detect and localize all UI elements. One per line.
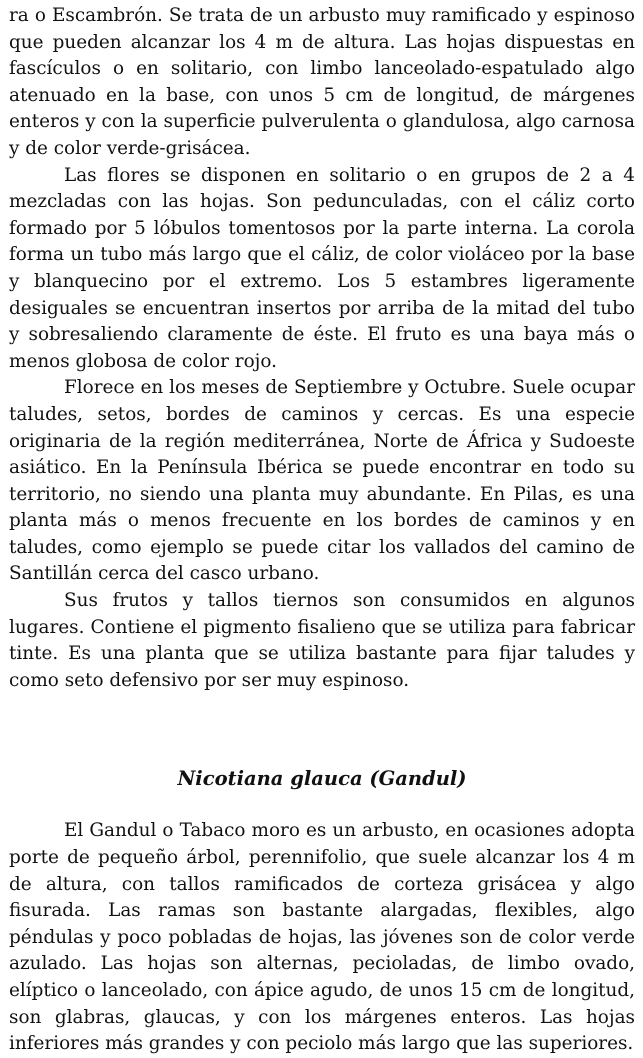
- section-heading-nicotiana-glauca: Nicotiana glauca (Gandul): [177, 767, 467, 791]
- document-page: [9, 3, 635, 1058]
- paragraph-habitat: Florece en los meses de Septiembre y Octubre. Suele ocupar taludes, setos, bordes de caminos y cercas. Es una especie originaria de la región mediterránea, Norte de África y Sudoeste asiático. En la Península Ibérica se puede encontrar en todo su territorio, no siendo una planta muy abundante. En Pilas, es una planta más o menos frecuente en los bordes de caminos y en taludes, como ejemplo se puede citar los vallados del camino de Santillán cerca del casco urbano.: [9, 377, 635, 585]
- paragraph-gandul-description: El Gandul o Tabaco moro es un arbusto, en ocasiones adopta porte de pequeño árbol, perennifolio, que suele alcanzar los 4 m de altura, con tallos ramificados de corteza grisácea y algo fisurada. Las ramas son bastante alargadas, flexibles, algo péndulas y poco pobladas de hojas, las jóvenes son de color verde azulado. Las hojas son alternas, pecioladas, de limbo ovado, elíptico o lanceolado, con ápice agudo, de unos 15 cm de longitud, son glabras, glaucas, y con los márgenes enteros. Las hojas inferiores más grandes y con peciolo más largo que las superiores.: [9, 820, 635, 1055]
- paragraph-uses: Sus frutos y tallos tiernos son consumidos en algunos lugares. Contiene el pigmento fisalieno que se utiliza para fabricar tinte. Es una planta que se utiliza bastante para fijar taludes y como seto defensivo por ser muy espinoso.: [9, 590, 635, 691]
- paragraph-flowers: Las flores se disponen en solitario o en grupos de 2 a 4 mezcladas con las hojas. Son pedunculadas, con el cáliz corto formado por 5 lóbulos tomentosos por la parte interna. La corola forma un tubo más largo que el cáliz, de color violáceo por la base y blanquecino por el extremo. Los 5 estambres ligeramente desiguales se encuentran insertos por arriba de la mitad del tubo y sobresaliendo claramente de éste. El fruto es una baya más o menos globosa de color rojo.: [9, 164, 635, 372]
- paragraph-description-continued: ra o Escambrón. Se trata de un arbusto muy ramificado y espinoso que pueden alcanzar los 4 m de altura. Las hojas dispuestas en fascículos o en solitario, con limbo lanceolado-espatulado algo atenuado en la base, con unos 5 cm de longitud, de márgenes enteros y con la superficie pulverulenta o glandulosa, algo carnosa y de color verde-grisácea.: [9, 5, 635, 159]
